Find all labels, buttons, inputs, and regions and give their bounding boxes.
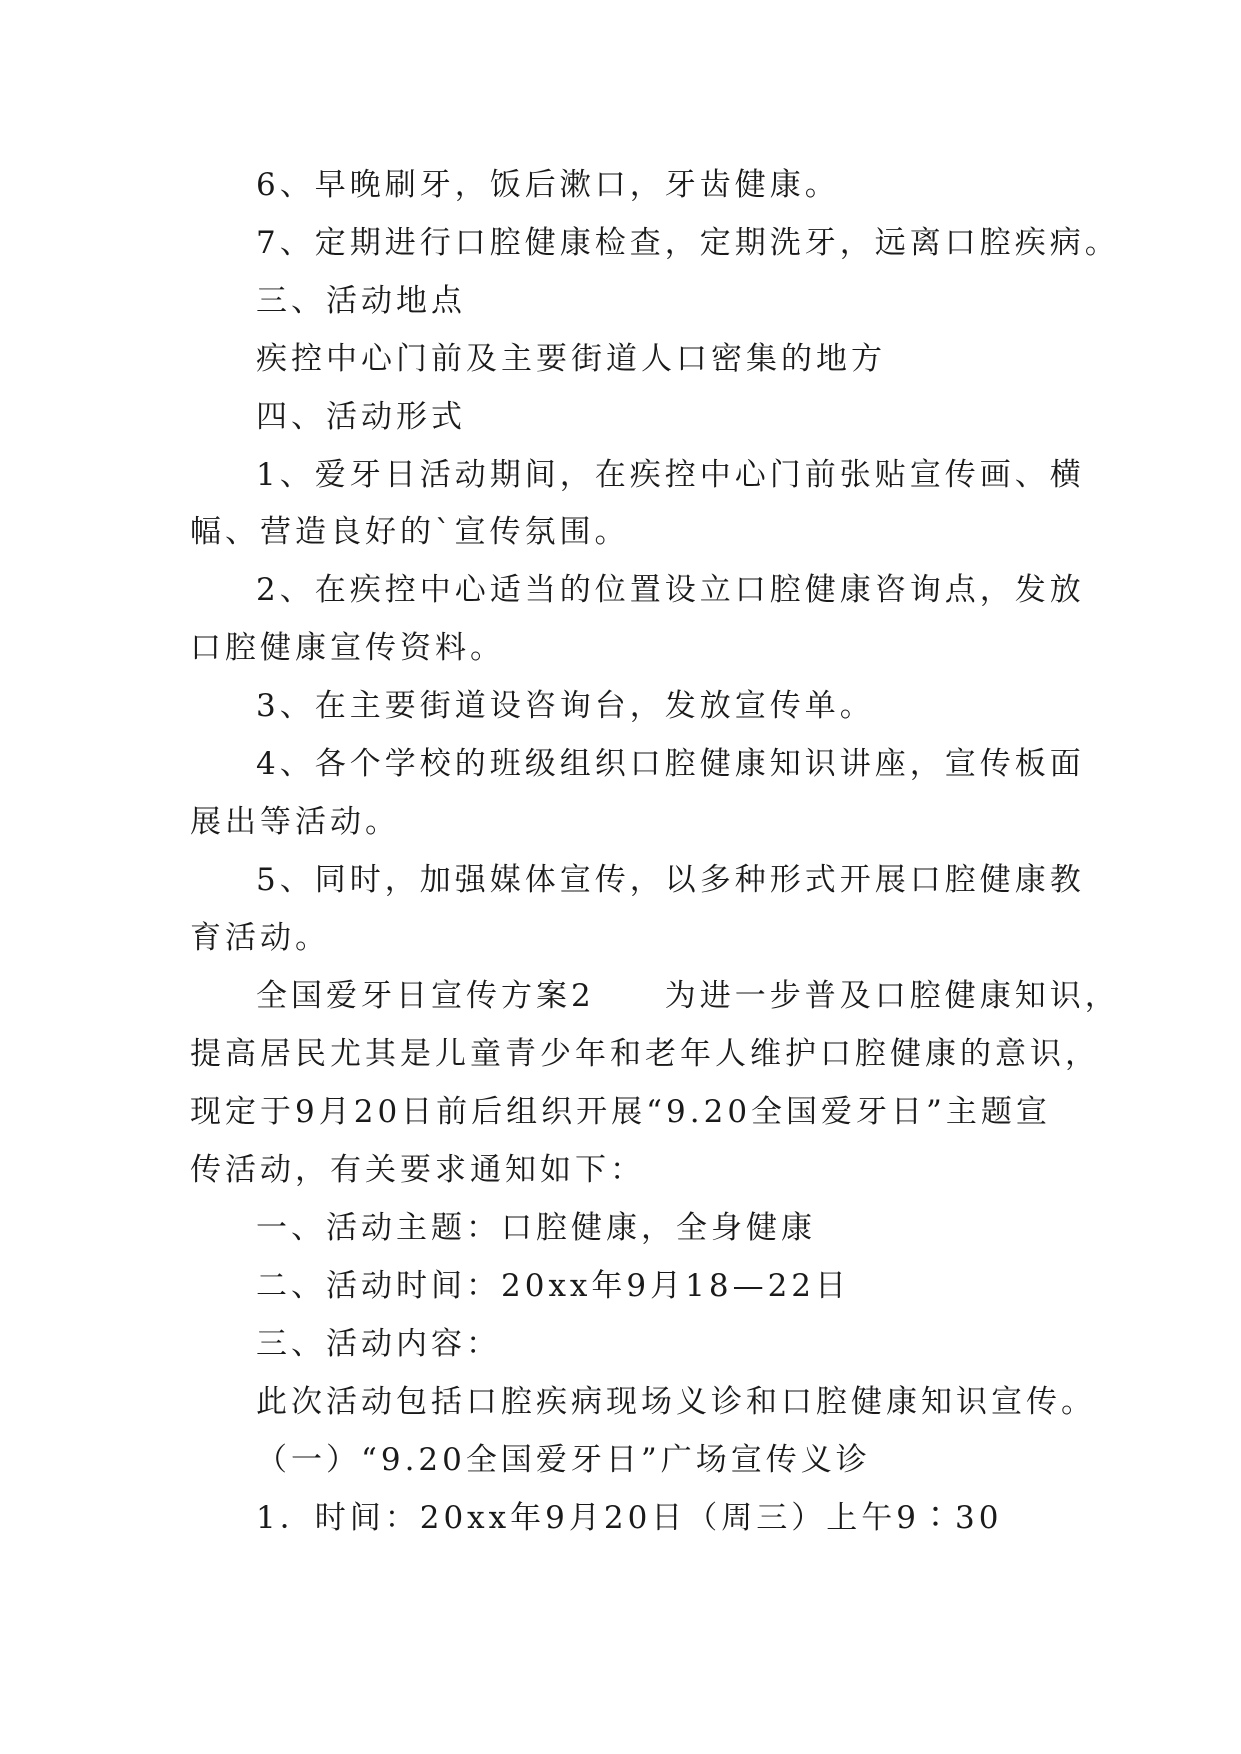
section-heading: 三、活动地点 xyxy=(256,283,466,319)
paragraph-line: 6、早晚刷牙，饭后漱口，牙齿健康。 xyxy=(256,167,840,203)
subsection-heading: （一）“9.20全国爱牙日”广场宣传义诊 xyxy=(256,1442,871,1478)
paragraph-line: 口腔健康宣传资料。 xyxy=(190,630,505,666)
paragraph-line: 3、在主要街道设咨询台，发放宣传单。 xyxy=(256,688,875,724)
section-heading: 一、活动主题：口腔健康，全身健康 xyxy=(256,1210,816,1246)
paragraph-line: 提高居民尤其是儿童青少年和老年人维护口腔健康的意识， xyxy=(190,1036,1100,1072)
paragraph-line: 1．时间：20xx年9月20日（周三）上午9∶30 xyxy=(256,1500,1003,1536)
section-heading: 四、活动形式 xyxy=(256,399,466,435)
paragraph-line: 1、爱牙日活动期间，在疾控中心门前张贴宣传画、横 xyxy=(256,457,1085,493)
paragraph-line: 4、各个学校的班级组织口腔健康知识讲座，宣传板面 xyxy=(256,746,1085,782)
paragraph-line: 展出等活动。 xyxy=(190,804,400,840)
paragraph-line: 疾控中心门前及主要街道人口密集的地方 xyxy=(256,341,886,377)
paragraph-line: 育活动。 xyxy=(190,920,330,956)
section-heading: 二、活动时间：20xx年9月18—22日 xyxy=(256,1268,851,1304)
section-heading: 三、活动内容： xyxy=(256,1326,501,1362)
paragraph-line: 7、定期进行口腔健康检查，定期洗牙，远离口腔疾病。 xyxy=(256,225,1120,261)
paragraph-line: 幅、营造良好的`宣传氛围。 xyxy=(190,514,630,550)
paragraph-line: 此次活动包括口腔疾病现场义诊和口腔健康知识宣传。 xyxy=(256,1384,1096,1420)
paragraph-line: 全国爱牙日宣传方案2 为进一步普及口腔健康知识， xyxy=(256,978,1120,1014)
paragraph-line: 传活动，有关要求通知如下： xyxy=(190,1152,645,1188)
paragraph-line: 现定于9月20日前后组织开展“9.20全国爱牙日”主题宣 xyxy=(190,1094,1051,1130)
paragraph-line: 2、在疾控中心适当的位置设立口腔健康咨询点，发放 xyxy=(256,572,1085,608)
paragraph-line: 5、同时，加强媒体宣传，以多种形式开展口腔健康教 xyxy=(256,862,1085,898)
